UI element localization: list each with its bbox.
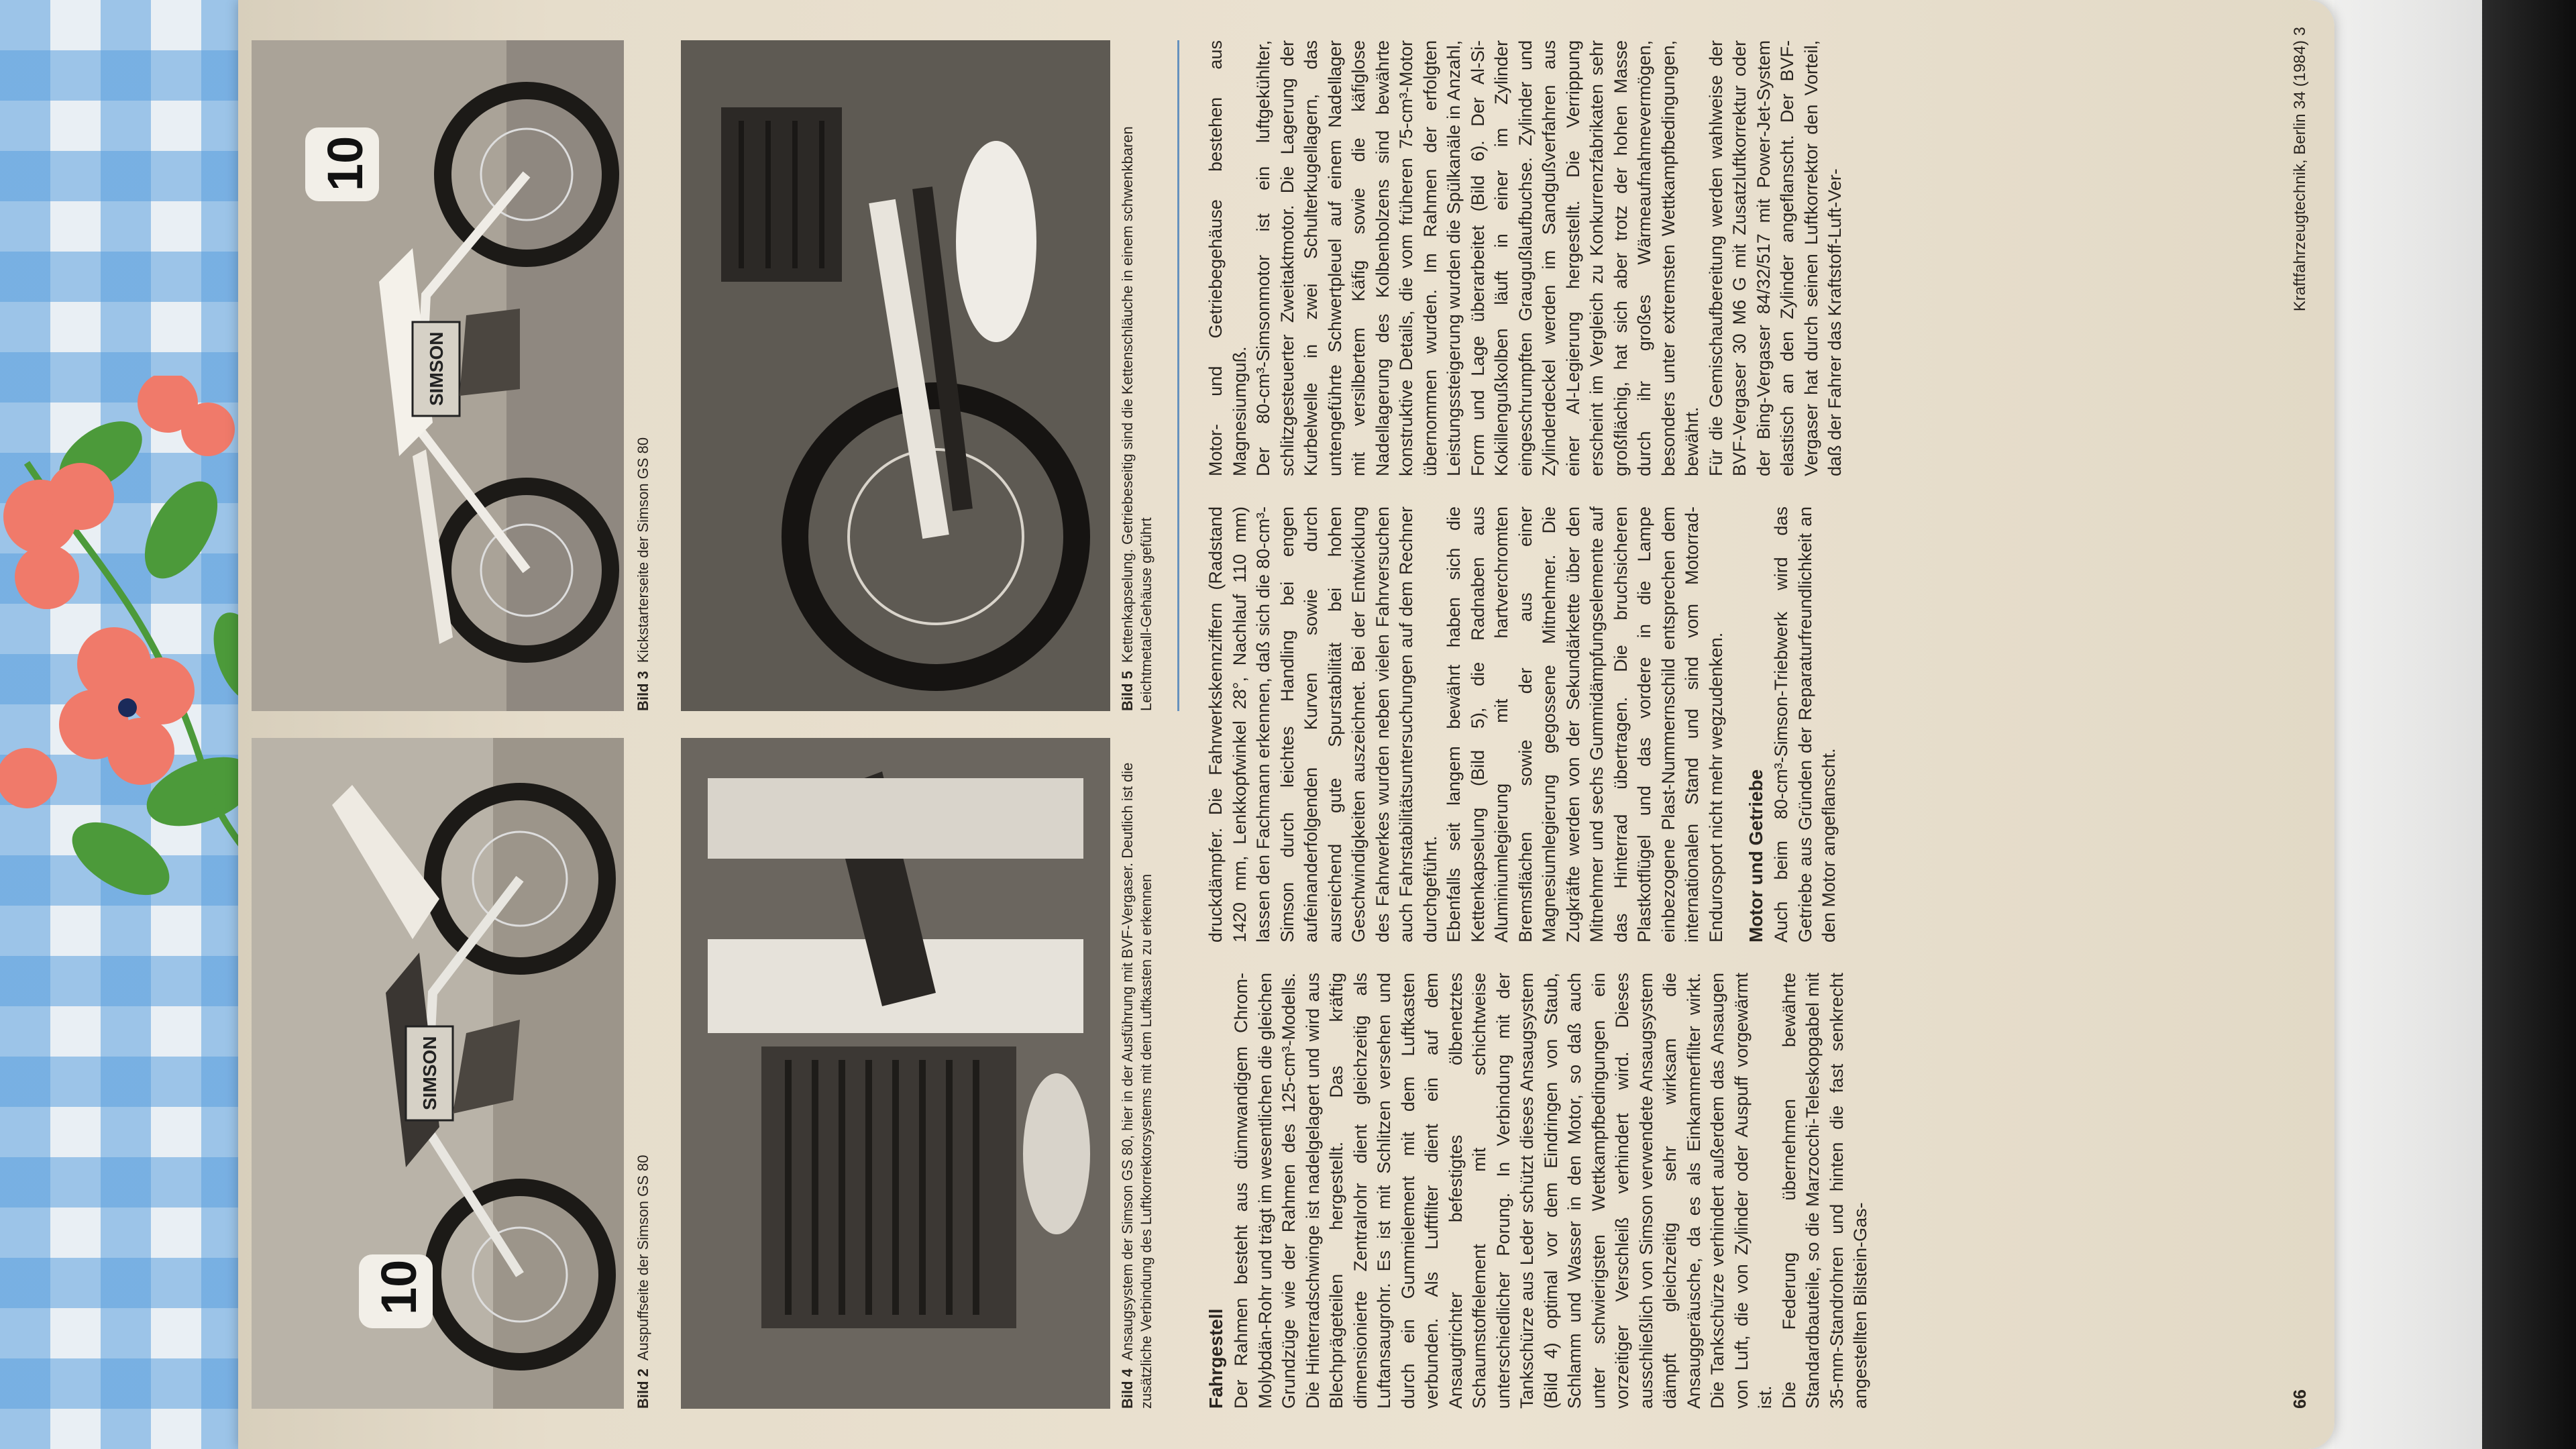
journal-credit: Kraftfahrzeugtechnik, Berlin 34 (1984) 3	[2291, 27, 2309, 312]
text-column-3	[1204, 40, 2277, 476]
chain-enclosure-icon	[681, 40, 1110, 711]
caption-bild2	[634, 738, 653, 1409]
magazine-page	[238, 0, 2334, 1449]
motorcycle-exhaust-side-icon	[252, 738, 624, 1409]
tank-brand-right: SIMSON	[426, 331, 447, 406]
figure-bild2	[252, 738, 667, 1409]
number-plate-right: 10	[317, 136, 373, 191]
tank-brand-left: SIMSON	[419, 1036, 440, 1110]
caption-bild4	[1118, 738, 1156, 1409]
caption-bild2-text: Auspuffseite der Simson GS 80	[635, 1155, 651, 1361]
page-number: 66	[2290, 1389, 2310, 1409]
page-content-rotated	[238, 0, 2334, 1449]
caption-bild5	[1118, 40, 1156, 711]
paragraph-col2-2: Ebenfalls seit langem bewährt haben sich die Kettenkapselung (Bild 5), die Radnaben aus Aluminiumlegierung mit hartverchromten Bremsflächen sowie der aus einer Magnesiumlegierung gegossene Mitnehmer. Die Zugkräfte werden von der Sekundärkette über den Mitnehmer und sechs Gummidämpfungselemente auf das Hinterrad übertragen. Die bruchsicheren Plastkotflügel und das vordere in die Lampe einbezogene Plast-Nummernschild entsprechen dem internationalen Stand und sind vom Motorrad-Endurosport nicht mehr wegzudenken.	[1444, 506, 1726, 943]
number-plate-left: 10	[371, 1259, 427, 1315]
figure-bild5	[681, 40, 1184, 711]
divider-rule	[1177, 40, 1179, 711]
dark-edge	[2482, 0, 2576, 1449]
paragraph-col3-3: Für die Gemischaufbereitung werden wahlweise der BVF-Vergaser 30 M6 G mit Zusatzluftkorrektur oder der Bing-Vergaser 84/32/517 mit Power-Jet-System elastisch an den Zylinder angeflanscht. Der BVF-Vergaser hat durch seinen Luftkorrektor den Vorteil, daß der Fahrer das Kraftstoff-Luft-Ver-	[1705, 40, 1845, 476]
photo-bild2	[252, 738, 624, 1409]
heading-fahrgestell: Fahrgestell	[1205, 1308, 1226, 1409]
photo-bild4	[681, 738, 1110, 1409]
page-footer	[2284, 27, 2324, 1409]
caption-bild3-text: Kickstarterseite der Simson GS 80	[635, 437, 651, 663]
caption-bild5-number: Bild 5	[1119, 671, 1136, 711]
text-column-1	[1204, 973, 2277, 1409]
caption-bild2-number: Bild 2	[635, 1368, 651, 1409]
caption-bild3	[634, 40, 653, 711]
caption-bild5-text: Kettenkapselung. Getriebeseitig sind die Kettenschläuche in einem schwenkbaren Leichtmetall-Gehäuse geführt	[1119, 126, 1155, 711]
paragraph-col1-2: Die Federung übernehmen bewährte Standardbauteile, so die Marzocchi-Teleskopgabel mit 35-mm-Standrohren und hinten die fast senkrecht angestellten Bilstein-Gas-	[1778, 973, 1870, 1409]
paragraph-col2-3: Auch beim 80-cm³-Simson-Triebwerk wird das Getriebe aus Gründen der Reparaturfreundlichkeit an den Motor angeflanscht.	[1771, 506, 1839, 943]
paragraph-col1-1: Der Rahmen besteht aus dünnwandigem Chrom-Molybdän-Rohr und trägt im wesentlichen die gleichen Grundzüge wie der Rahmen des 125-cm³-Modells. Die Hinterradschwinge ist nadelgelagert und wird aus Blechprägeteilen hergestellt. Das kräftig dimensionierte Zentralrohr dient gleichzeitig als Luftansaugrohr. Es ist mit Schlitzen versehen und durch ein Gummielement mit dem Luftkasten verbunden. Als Luftfilter dient ein auf dem Ansaugtrichter befestigtes ölbenetztes Schaumstoffelement mit schichtweise unterschiedlicher Porung. In Verbindung mit der Tankschürze aus Leder schützt dieses Ansaugsystem (Bild 4) optimal vor dem Eindringen von Staub, Schlamm und Wasser in den Motor, so daß auch unter schwierigsten Wettkampfbedingungen ein vorzeitiger Verschleiß verhindert wird. Dieses ausschließlich von Simson verwendete Ansaugsystem dämpft gleichzeitig sehr wirksam die Ansauggeräusche, da es als Einkammerfilter wirkt. Die Tankschürze verhindert außerdem das Ansaugen von Luft, die von Zylinder oder Auspuff vorgewärmt ist.	[1231, 973, 1775, 1409]
figure-bild3	[252, 40, 667, 711]
paragraph-col3-2: Der 80-cm³-Simsonmotor ist ein luftgekühlter, schlitzgesteuerter Zweitaktmotor. Die Lagerung der Kurbelwelle in zwei Schulterkugellagern, das untengeführte Schwertpleuel auf einem Nadellager mit versilbertem Käfig sowie die käfiglose Nadellagerung des Kolbenbolzens sind bewährte konstruktive Details, die vom früheren 75-cm³-Motor übernommen wurden. Im Rahmen der erfolgten Leistungssteigerung wurden die Spülkanäle in Anzahl, Form und Lage überarbeitet (Bild 6). Der Al-Si-Kokillengußkolben läuft in einer im Zylinder eingeschrumpften Graugußlaufbuchse. Zylinder und Zylinderdeckel werden im Sandgußverfahren aus einer Al-Legierung hergestellt. Die Verrippung erscheint im Vergleich zu Konkurrenzfabrikaten sehr großflächig, hat sich aber trotz der hohen Masse durch ihr großes Wärmeaufnahmevermögen, besonders unter extremsten Wettkampfbedingungen, bewährt.	[1253, 40, 1702, 476]
caption-bild3-number: Bild 3	[635, 671, 651, 711]
text-column-2	[1204, 506, 2277, 943]
figure-bild4	[681, 738, 1184, 1409]
caption-bild4-number: Bild 4	[1119, 1368, 1136, 1409]
photo-bild5	[681, 40, 1110, 711]
paragraph-col2-1: druckdämpfer. Die Fahrwerkskennziffern (Radstand 1420 mm, Lenkkopfwinkel 28°, Nachlauf 110 mm) lassen den Fachmann erkennen, daß sich die 80-cm³-Simson durch leichtes Handling bei engen aufeinanderfolgenden Kurven sowie durch ausreichend gute Spurstabilität bei hohen Geschwindigkeiten auszeichnet. Bei der Entwicklung des Fahrwerkes wurden neben vielen Fahrversuchen auch Fahrstabilitätsuntersuchungen auf dem Rechner durchgeführt.	[1205, 506, 1440, 943]
heading-motor-getriebe: Motor und Getriebe	[1746, 769, 1766, 943]
paragraph-col3-1: Motor- und Getriebegehäuse bestehen aus Magnesiumguß.	[1205, 40, 1250, 476]
caption-bild4-text: Ansaugsystem der Simson GS 80, hier in der Ausführung mit BVF-Vergaser. Deutlich ist die zusätzliche Verbindung des Luftkorrektorsystems mit dem Luftkasten zu erkennen	[1119, 762, 1155, 1409]
photo-bild3	[252, 40, 624, 711]
motorcycle-kickstarter-side-icon	[252, 40, 624, 711]
intake-system-icon	[681, 738, 1110, 1409]
